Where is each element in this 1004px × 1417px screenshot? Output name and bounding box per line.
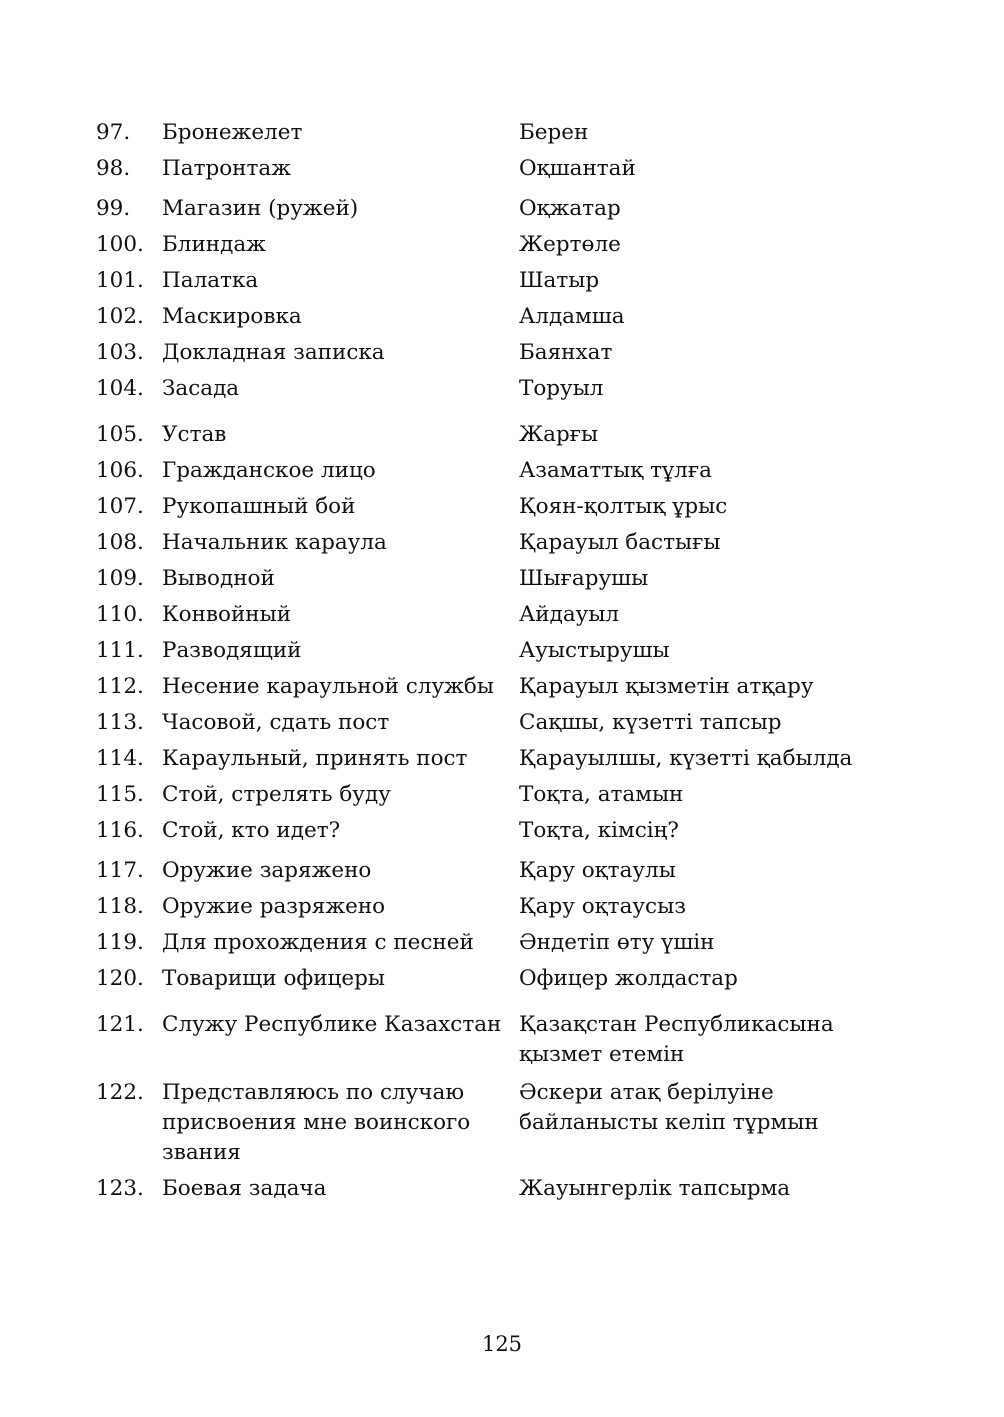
entry-number: 97. <box>96 120 131 145</box>
glossary-row <box>96 230 896 260</box>
glossary-row <box>96 964 896 994</box>
entry-number: 103. <box>96 340 144 365</box>
glossary-row <box>96 1010 896 1070</box>
entry-number: 104. <box>96 376 144 401</box>
kazakh-term: Берен <box>519 120 589 145</box>
entry-number: 105. <box>96 422 144 447</box>
glossary-row <box>96 374 896 404</box>
kazakh-term: Тоқта, кімсің? <box>519 818 679 843</box>
kazakh-term: Жертөле <box>519 232 621 257</box>
glossary-table <box>96 118 896 1204</box>
kazakh-term: Азаматтық тұлға <box>519 458 712 483</box>
glossary-row <box>96 302 896 332</box>
kazakh-term: Жауынгерлік тапсырма <box>519 1176 791 1201</box>
russian-term: Караульный, принять пост <box>162 746 468 771</box>
glossary-row <box>96 816 896 846</box>
entry-number: 108. <box>96 530 144 555</box>
kazakh-term: Ауыстырушы <box>519 638 670 663</box>
glossary-row <box>96 492 896 522</box>
entry-number: 112. <box>96 674 144 699</box>
entry-number: 115. <box>96 782 144 807</box>
glossary-row <box>96 928 896 958</box>
kazakh-term: Шығарушы <box>519 566 649 591</box>
glossary-row <box>96 154 896 184</box>
entry-number: 116. <box>96 818 144 843</box>
kazakh-term: Айдауыл <box>519 602 620 627</box>
russian-term: Выводной <box>162 566 275 591</box>
glossary-row <box>96 528 896 558</box>
kazakh-term: Қару оқтаулы <box>519 858 676 883</box>
glossary-row <box>96 636 896 666</box>
russian-term: Патронтаж <box>162 156 291 181</box>
glossary-row <box>96 118 896 148</box>
russian-term: Несение караульной службы <box>162 674 494 699</box>
russian-term: Блиндаж <box>162 232 266 257</box>
glossary-row <box>96 420 896 450</box>
glossary-row <box>96 266 896 296</box>
kazakh-term: Әскери атақ берілуіне байланысты келіп тұрмын <box>519 1080 819 1135</box>
glossary-row <box>96 1078 896 1168</box>
russian-term: Начальник караула <box>162 530 387 555</box>
russian-term: Засада <box>162 376 240 401</box>
russian-term: Маскировка <box>162 304 302 329</box>
entry-number: 99. <box>96 196 131 221</box>
glossary-row <box>96 892 896 922</box>
glossary-row <box>96 456 896 486</box>
entry-number: 107. <box>96 494 144 519</box>
russian-term: Часовой, сдать пост <box>162 710 390 735</box>
kazakh-term: Қарауыл қызметін атқару <box>519 674 814 699</box>
russian-term: Палатка <box>162 268 259 293</box>
entry-number: 119. <box>96 930 144 955</box>
glossary-row <box>96 780 896 810</box>
kazakh-term: Қарауыл бастығы <box>519 530 721 555</box>
entry-number: 110. <box>96 602 144 627</box>
kazakh-term: Оқжатар <box>519 196 621 221</box>
kazakh-term: Қазақстан Республикасына қызмет етемін <box>519 1012 834 1067</box>
russian-term: Рукопашный бой <box>162 494 356 519</box>
glossary-row <box>96 856 896 886</box>
russian-term: Разводящий <box>162 638 302 663</box>
entry-number: 117. <box>96 858 144 883</box>
entry-number: 123. <box>96 1176 144 1201</box>
glossary-row <box>96 600 896 630</box>
kazakh-term: Қоян-қолтық ұрыс <box>519 494 728 519</box>
entry-number: 120. <box>96 966 144 991</box>
entry-number: 114. <box>96 746 144 771</box>
entry-number: 101. <box>96 268 144 293</box>
kazakh-term: Баянхат <box>519 340 613 365</box>
entry-number: 109. <box>96 566 144 591</box>
glossary-row <box>96 564 896 594</box>
russian-term: Бронежелет <box>162 120 303 145</box>
kazakh-term: Торуыл <box>519 376 604 401</box>
entry-number: 98. <box>96 156 131 181</box>
russian-term: Конвойный <box>162 602 292 627</box>
russian-term: Магазин (ружей) <box>162 196 359 221</box>
kazakh-term: Шатыр <box>519 268 600 293</box>
russian-term: Служу Республике Казахстан <box>162 1012 502 1037</box>
entry-number: 100. <box>96 232 144 257</box>
russian-term: Оружие разряжено <box>162 894 386 919</box>
kazakh-term: Сақшы, күзетті тапсыр <box>519 710 782 735</box>
russian-term: Представляюсь по случаю присвоения мне воинского звания <box>162 1080 471 1165</box>
russian-term: Стой, стрелять буду <box>162 782 391 807</box>
kazakh-term: Қару оқтаусыз <box>519 894 686 919</box>
russian-term: Товарищи офицеры <box>162 966 385 991</box>
page-number: 125 <box>481 1332 523 1356</box>
entry-number: 111. <box>96 638 144 663</box>
entry-number: 102. <box>96 304 144 329</box>
kazakh-term: Оқшантай <box>519 156 636 181</box>
russian-term: Для прохождения с песней <box>162 930 474 955</box>
russian-term: Докладная записка <box>162 340 385 365</box>
kazakh-term: Офицер жолдастар <box>519 966 738 991</box>
kazakh-term: Қарауылшы, күзетті қабылда <box>519 746 853 771</box>
russian-term: Устав <box>162 422 227 447</box>
kazakh-term: Әндетіп өту үшін <box>519 930 715 955</box>
glossary-row <box>96 338 896 368</box>
glossary-row <box>96 1174 896 1204</box>
glossary-row <box>96 194 896 224</box>
kazakh-term: Алдамша <box>519 304 625 329</box>
entry-number: 118. <box>96 894 144 919</box>
glossary-row <box>96 744 896 774</box>
kazakh-term: Тоқта, атамын <box>519 782 684 807</box>
russian-term: Стой, кто идет? <box>162 818 341 843</box>
glossary-row <box>96 708 896 738</box>
russian-term: Боевая задача <box>162 1176 327 1201</box>
entry-number: 121. <box>96 1012 144 1037</box>
entry-number: 122. <box>96 1080 144 1105</box>
russian-term: Гражданское лицо <box>162 458 376 483</box>
glossary-row <box>96 672 896 702</box>
kazakh-term: Жарғы <box>519 422 599 447</box>
entry-number: 106. <box>96 458 144 483</box>
russian-term: Оружие заряжено <box>162 858 372 883</box>
entry-number: 113. <box>96 710 144 735</box>
